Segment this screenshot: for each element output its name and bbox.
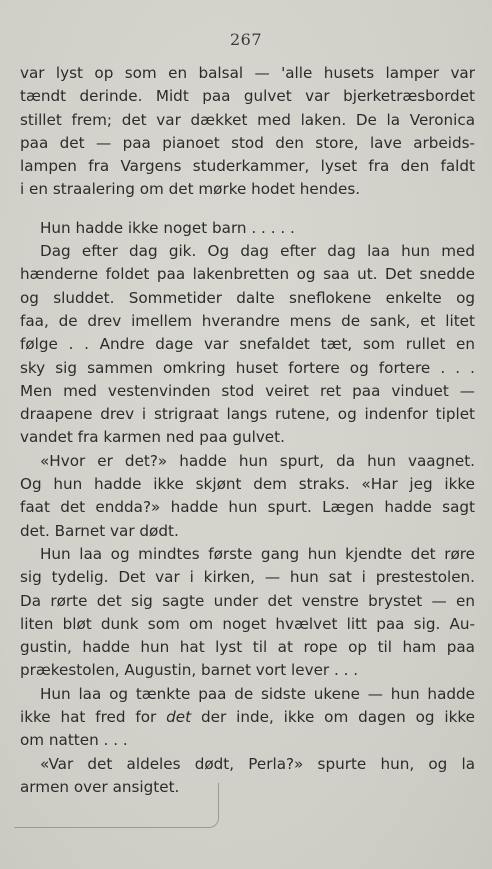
emphasis-word: det bbox=[166, 708, 192, 727]
pencil-bracket-mark bbox=[14, 783, 219, 828]
text-line: hænderne foldet paa lakenbretten og saa ut. Det snedde bbox=[20, 265, 475, 284]
page-number: 267 bbox=[229, 30, 263, 49]
text-line: var lyst op som en balsal — 'alle husets lamper var bbox=[20, 64, 475, 82]
text-line bbox=[20, 706, 475, 729]
paragraph bbox=[20, 543, 475, 683]
text-line: liten bløt dunk som om noget hvælvet litt paa sig. Au- bbox=[20, 614, 475, 633]
paragraph bbox=[20, 450, 475, 543]
text-segment: der inde, ikke om dagen og ikke bbox=[201, 708, 476, 727]
paragraph bbox=[20, 62, 475, 202]
text-line: faa, de drev imellem hverandre mens de sank, et litet bbox=[20, 311, 475, 330]
text-line: lampen fra Vargens studerkammer, lyset fra den faldt bbox=[20, 157, 475, 176]
text-line: paa det — paa pianoet stod den store, lave arbeids- bbox=[20, 133, 475, 152]
text-line: Dag efter dag gik. Og dag efter dag laa hun med bbox=[40, 242, 475, 261]
text-line: Men med vestenvinden stod veiret ret paa vinduet — bbox=[20, 381, 475, 400]
text-line: om natten . . . bbox=[20, 731, 128, 750]
text-line: tændt derinde. Midt paa gulvet var bjerketræsbordet bbox=[20, 87, 475, 106]
text-line: Da rørte det sig sagte under det venstre brystet — en bbox=[20, 591, 475, 610]
text-line: Hun hadde ikke noget barn . . . . . bbox=[40, 218, 295, 237]
text-line: Hun laa og mindtes første gang hun kjendte det røre bbox=[40, 544, 475, 563]
paragraph bbox=[20, 217, 475, 240]
paragraph bbox=[20, 240, 475, 450]
text-line: Hun laa og tænkte paa de sidste ukene — hun hadde bbox=[40, 684, 475, 703]
text-line: følge . . Andre dage var snefaldet tæt, som rullet en bbox=[20, 335, 475, 354]
text-line: stillet frem; det var dækket med laken. De la Veronica bbox=[20, 110, 475, 129]
text-line: «Hvor er det?» hadde hun spurt, da hun vaagnet. bbox=[40, 451, 475, 470]
text-line: sig tydelig. Det var i kirken, — hun sat i prestestolen. bbox=[20, 568, 475, 587]
text-line: armen over ansigtet. bbox=[20, 777, 180, 796]
text-line: sky sig sammen omkring huset fortere og fortere . . . bbox=[20, 358, 475, 377]
text-line: «Var det aldeles dødt, Perla?» spurte hun, og la bbox=[40, 754, 475, 773]
text-line: prækestolen, Augustin, barnet vort lever . . . bbox=[20, 661, 359, 680]
text-line: det. Barnet var dødt. bbox=[20, 521, 179, 540]
text-line: og sluddet. Sommetider dalte sneflokene enkelte og bbox=[20, 288, 475, 307]
paragraph bbox=[20, 683, 475, 753]
text-line: vandet fra karmen ned paa gulvet. bbox=[20, 428, 285, 447]
text-line: draapene drev i strigraat langs rutene, og indenfor tiplet bbox=[20, 405, 475, 424]
text-line: Og hun hadde ikke skjønt dem straks. «Har jeg ikke bbox=[20, 475, 475, 494]
text-line: i en straalering om det mørke hodet hendes. bbox=[20, 180, 361, 199]
text-line: gustin, hadde hun hat lyst til at rope op til ham paa bbox=[20, 638, 475, 657]
body-text bbox=[20, 62, 475, 799]
text-line: faat det endda?» hadde hun spurt. Lægen hadde sagt bbox=[20, 498, 475, 517]
text-segment: ikke hat fred for bbox=[20, 708, 157, 727]
